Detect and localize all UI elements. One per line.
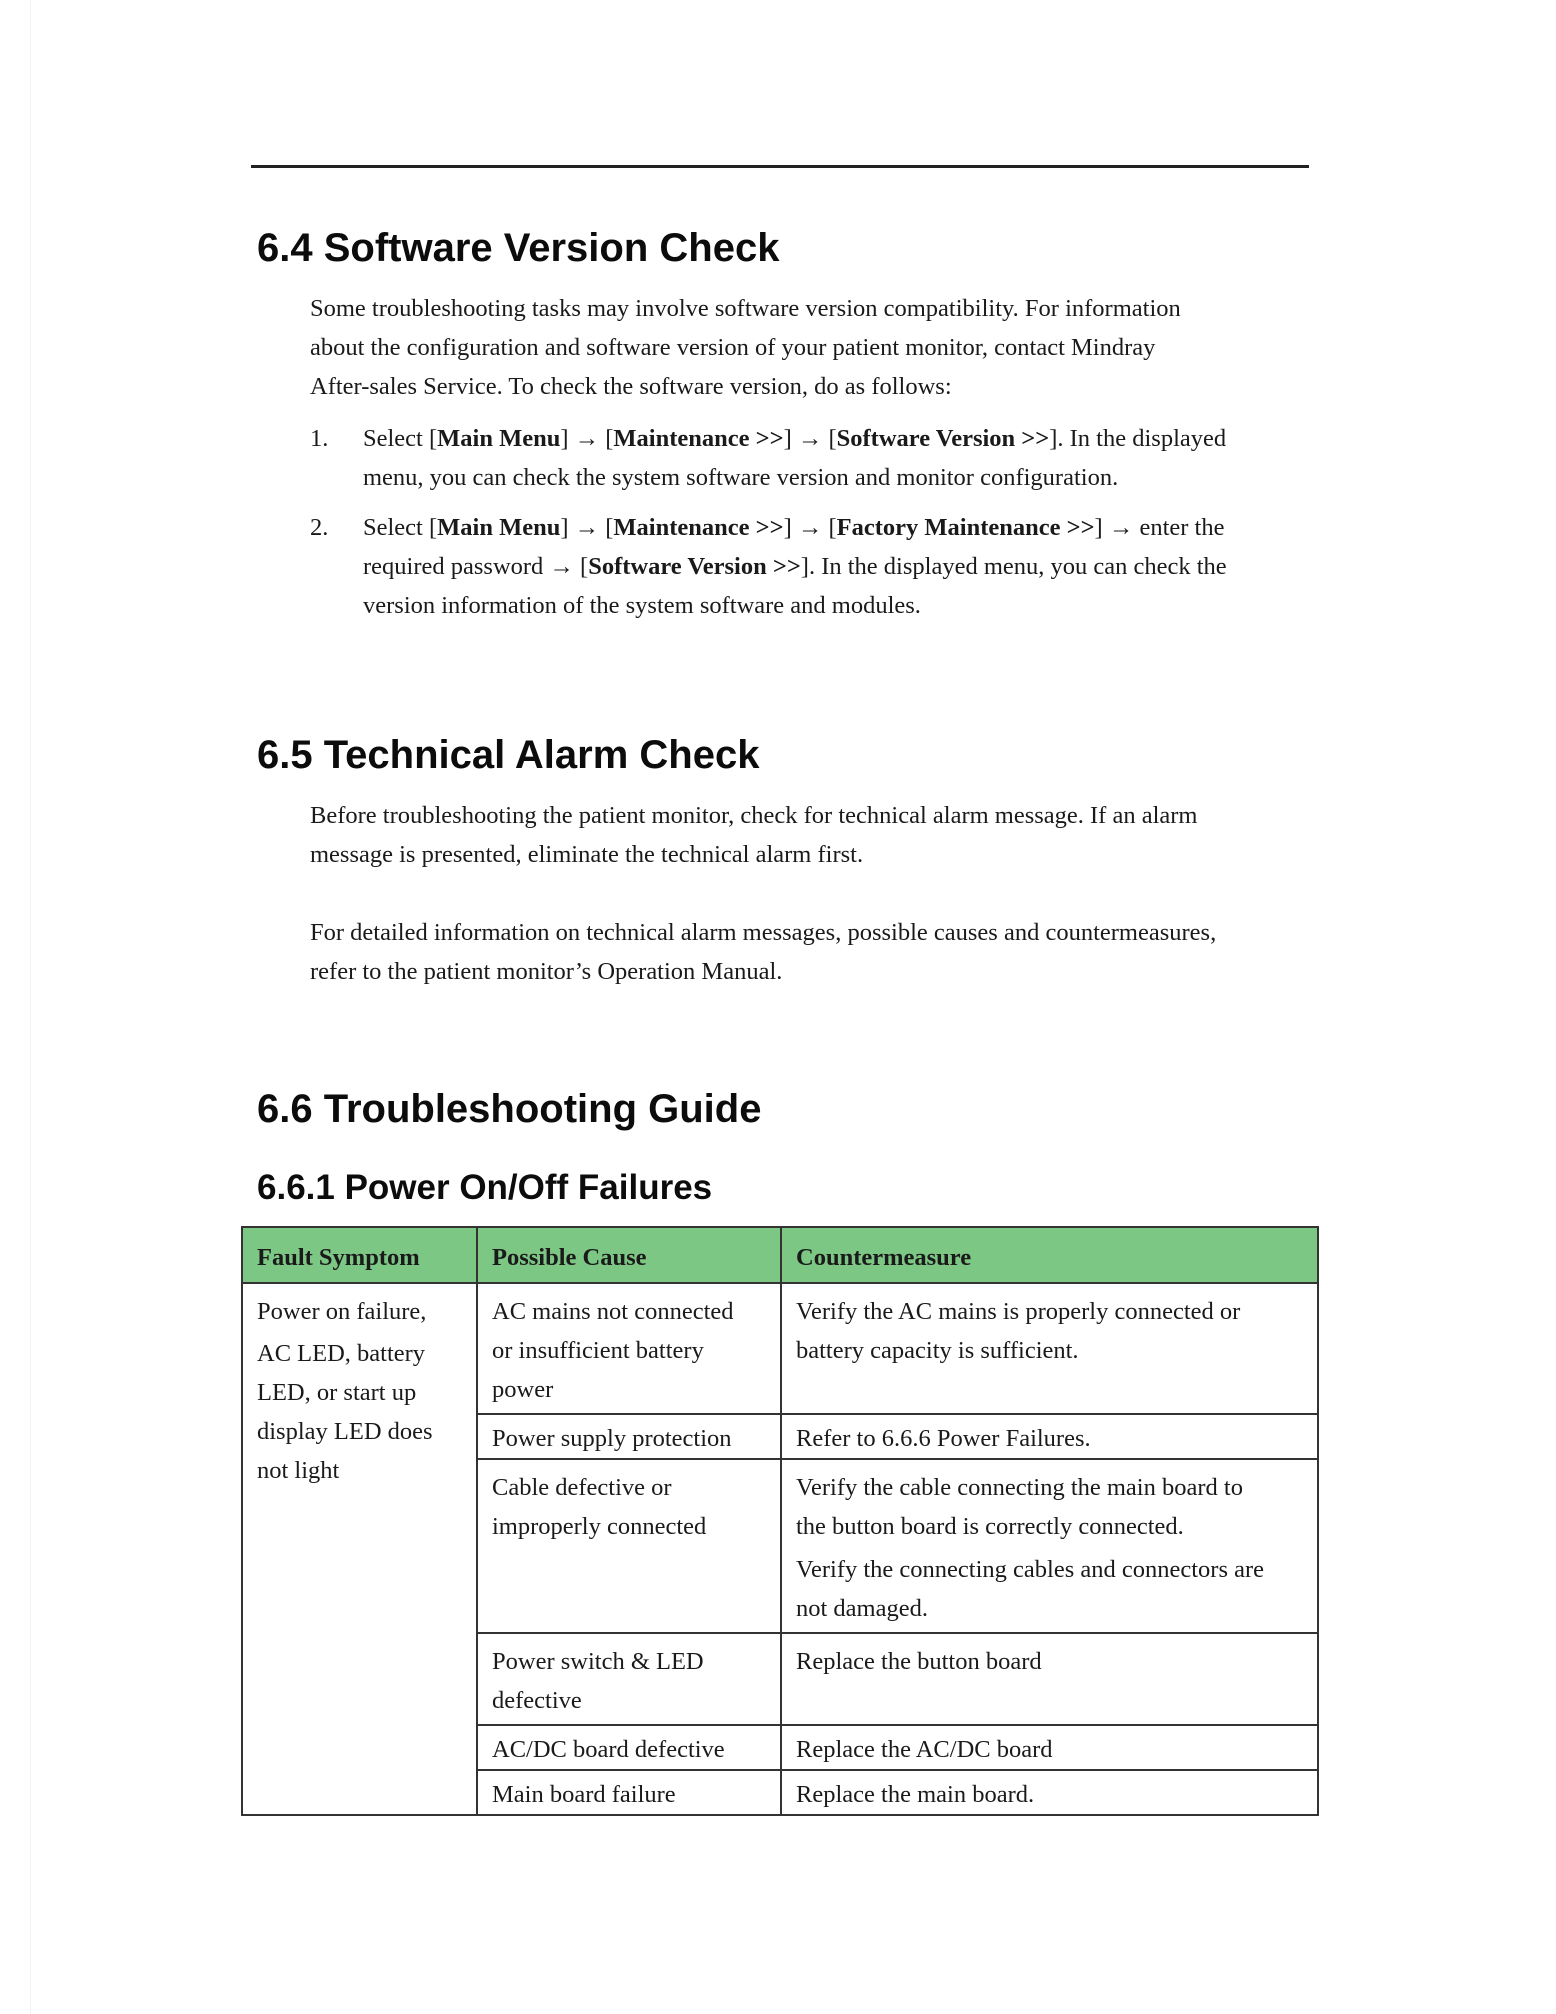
cause-cell [477, 1283, 781, 1414]
measure-line: Verify the cable connecting the main board to [796, 1474, 1243, 1501]
step-text: ]. In the displayed [1049, 425, 1227, 452]
fault-symptom-cell [242, 1283, 477, 1815]
section-6-5-para-2 [310, 913, 1310, 991]
cause-cell [477, 1770, 781, 1815]
cause-line: or insufficient battery [492, 1337, 704, 1364]
intro-line: After-sales Service. To check the software version, do as follows: [310, 373, 952, 400]
para-line: Before troubleshooting the patient monitor, check for technical alarm message. If an alarm [310, 802, 1198, 829]
symptom-line: display LED does [257, 1418, 433, 1445]
section-6-5-para-1 [310, 796, 1310, 874]
step-line [363, 508, 1343, 547]
measure-line: not damaged. [796, 1595, 928, 1622]
menu-path-software-version: Software Version >> [588, 553, 801, 580]
cause-cell [477, 1459, 781, 1633]
step-body [363, 419, 1343, 497]
countermeasure-cell [781, 1283, 1318, 1414]
menu-path-main-menu: Main Menu [437, 425, 561, 452]
menu-path-maintenance: Maintenance >> [613, 514, 784, 541]
measure-line: battery capacity is sufficient. [796, 1337, 1079, 1364]
section-6-4-intro [310, 289, 1310, 406]
para-line: For detailed information on technical alarm messages, possible causes and countermeasures, [310, 919, 1217, 946]
step-text: ] → [ [560, 425, 614, 452]
step-text: ] → [ [783, 514, 837, 541]
cause-cell [477, 1725, 781, 1770]
cause-line: improperly connected [492, 1513, 707, 1540]
countermeasure-cell [781, 1459, 1318, 1633]
table-header-row [242, 1227, 1318, 1283]
step-number: 2. [310, 514, 329, 541]
countermeasure-cell [781, 1725, 1318, 1770]
section-6-6-title: 6.6 Troubleshooting Guide [257, 1087, 762, 1131]
step-line: menu, you can check the system software version and monitor configuration. [363, 464, 1119, 491]
para-line: message is presented, eliminate the technical alarm first. [310, 841, 864, 868]
symptom-line: LED, or start up [257, 1379, 417, 1406]
menu-path-maintenance: Maintenance >> [613, 425, 784, 452]
intro-line: Some troubleshooting tasks may involve software version compatibility. For information [310, 295, 1181, 322]
countermeasure-cell [781, 1770, 1318, 1815]
header-countermeasure: Countermeasure [781, 1227, 1318, 1283]
cause-line: AC mains not connected [492, 1298, 734, 1325]
step-number: 1. [310, 425, 329, 452]
cause-line: Main board failure [492, 1781, 676, 1808]
measure-line: Verify the connecting cables and connectors are [796, 1556, 1265, 1583]
countermeasure-cell [781, 1633, 1318, 1725]
step-text: Select [ [363, 425, 438, 452]
cause-line: Power switch & LED [492, 1648, 704, 1675]
header-rule [251, 165, 1309, 168]
symptom-line: not light [257, 1457, 340, 1484]
page-edge [30, 0, 31, 2014]
step-body [363, 508, 1343, 625]
cause-line: power [492, 1376, 554, 1403]
measure-line: Replace the AC/DC board [796, 1736, 1053, 1763]
measure-line: the button board is correctly connected. [796, 1513, 1184, 1540]
cause-line: Cable defective or [492, 1474, 672, 1501]
step-text: ]. In the displayed menu, you can check the [800, 553, 1227, 580]
cause-cell [477, 1633, 781, 1725]
section-6-6-1-title: 6.6.1 Power On/Off Failures [257, 1168, 713, 1207]
cause-cell [477, 1414, 781, 1459]
menu-path-software-version: Software Version >> [836, 425, 1050, 452]
measure-line: Refer to 6.6.6 Power Failures. [796, 1425, 1091, 1452]
countermeasure-cell [781, 1414, 1318, 1459]
header-fault-symptom: Fault Symptom [242, 1227, 477, 1283]
step-text: ] → enter the [1094, 514, 1225, 541]
step-line [363, 547, 1343, 586]
header-possible-cause: Possible Cause [477, 1227, 781, 1283]
menu-path-factory-maintenance: Factory Maintenance >> [836, 514, 1095, 541]
step-text: required password → [ [363, 553, 589, 580]
measure-line: Replace the main board. [796, 1781, 1035, 1808]
step-text: ] → [ [783, 425, 837, 452]
symptom-line: Power on failure, [257, 1298, 427, 1325]
measure-line: Verify the AC mains is properly connected or [796, 1298, 1241, 1325]
table-row [242, 1283, 1318, 1414]
para-line: refer to the patient monitor’s Operation Manual. [310, 958, 783, 985]
step-line: version information of the system software and modules. [363, 592, 921, 619]
step-text: Select [ [363, 514, 438, 541]
measure-line: Replace the button board [796, 1648, 1042, 1675]
section-6-5-title: 6.5 Technical Alarm Check [257, 733, 760, 777]
step-line [363, 419, 1343, 458]
symptom-line: AC LED, battery [257, 1340, 426, 1367]
menu-path-main-menu: Main Menu [437, 514, 561, 541]
cause-line: AC/DC board defective [492, 1736, 725, 1763]
cause-line: Power supply protection [492, 1425, 732, 1452]
section-6-4-title: 6.4 Software Version Check [257, 226, 780, 270]
troubleshooting-table [241, 1226, 1319, 1816]
step-text: ] → [ [560, 514, 614, 541]
intro-line: about the configuration and software version of your patient monitor, contact Mindray [310, 334, 1156, 361]
cause-line: defective [492, 1687, 582, 1714]
